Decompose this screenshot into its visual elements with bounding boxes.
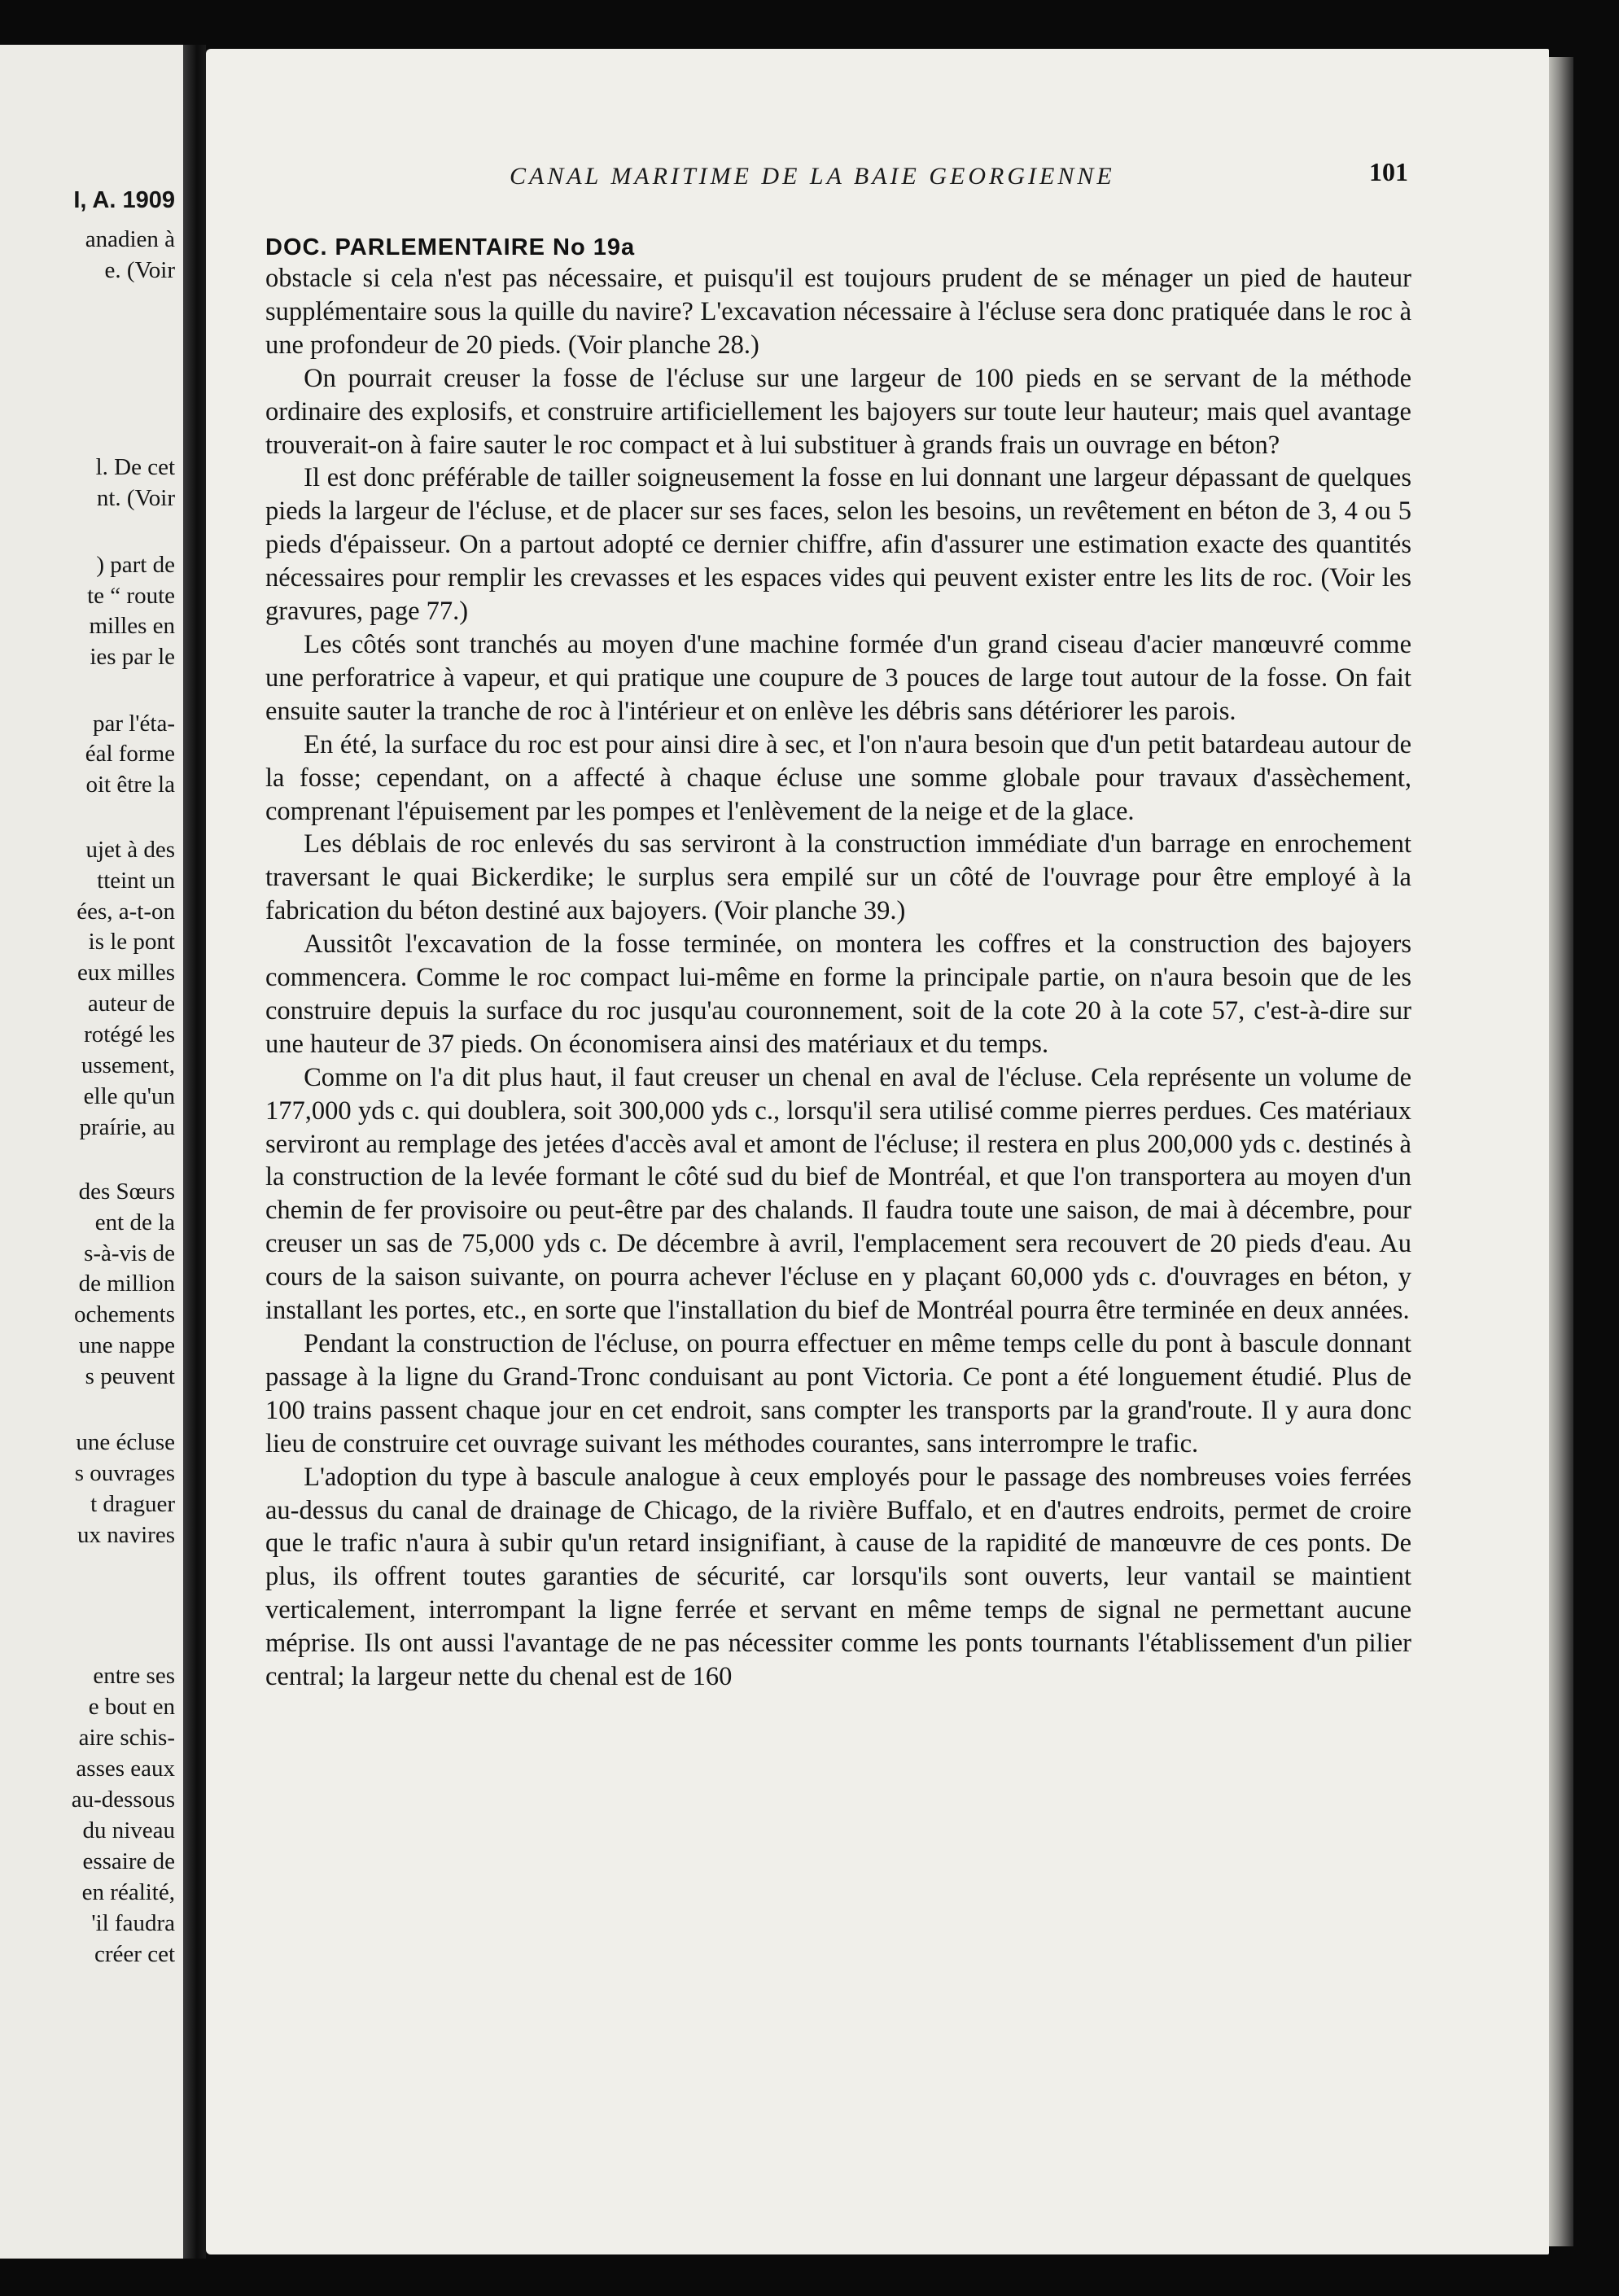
facing-page-line: rotégé les [84,1021,175,1047]
page-number: 101 [1369,157,1408,186]
facing-page-line: tteint un [97,868,175,894]
paragraph: L'adoption du type à bascule analogue à ceux employés pour le passage des nombreuses voies ferrées au-dessus du canal de drainage de Chicago, de la rivière Buffalo, et en d'autres endroits, permet de croire que le trafic n'aura à subir qu'un retard insignifiant, à cause de la rapidité de manœuvre de ces ponts. De plus, ils offrent toutes garanties de sécurité, car lorsqu'ils sont ouverts, leur vantail se maintient verticalement, interrompant la ligne ferrée et servant en même temps de signal ne permettant aucune méprise. Ils ont aussi l'avantage de ne pas nécessiter comme les ponts tournants l'établissement d'un pilier central; la largeur nette du chenal est de 160 [265,1462,1411,1692]
paragraph: En été, la surface du roc est pour ainsi dire à sec, et l'on n'aura besoin que d'un petit batardeau autour de la fosse; cependant, on a affecté à chaque écluse une somme globale pour travaux d'assèchement, comprenant l'épuisement par les pompes et l'enlèvement de la neige et de la glace. [265,729,1411,826]
facing-page-line: ochements [73,1301,175,1327]
paragraph: Aussitôt l'excavation de la fosse terminée, on montera les coffres et la construction des bajoyers commencera. Comme le roc compact lui-même en forme la principale partie, on n'aura besoin que de les construire depuis la surface du roc jusqu'au couronnement, soit de la cote 20 à la cote 57, c'est-à-dire sur une hauteur de 37 pieds. On économisera ainsi des matériaux et du temps. [265,929,1411,1059]
paragraph: Il est donc préférable de tailler soigneusement la fosse en lui donnant une largeur dépassant de quelques pieds la largeur de l'écluse, et de placer sur ses faces, selon les besoins, un revêtement en béton de 3, 4 ou 5 pieds d'épaisseur. On a partout adopté ce dernier chiffre, afin d'assurer une estimation exacte des quantités nécessaires pour remplir les crevasses et les espaces vides qui peuvent exister entre les lits de roc. (Voir les gravures, page 77.) [265,463,1411,627]
facing-page-line: au-dessous [71,1787,175,1813]
facing-page-line: eux milles [77,960,175,986]
facing-page-line: de million [78,1270,175,1297]
facing-page-line: nt. (Voir [96,485,175,511]
facing-page-line: ux navires [77,1522,175,1548]
facing-page-line: e bout en [88,1694,175,1720]
facing-page-line: t draguer [90,1491,175,1517]
facing-page-line: du niveau [82,1817,175,1843]
facing-page-line: s peuvent [85,1363,175,1389]
facing-page-line: oit être la [85,772,175,798]
facing-page-line: asses eaux [76,1756,175,1782]
paragraph: Les côtés sont tranchés au moyen d'une machine formée d'un grand ciseau d'acier manœuvré comme une perforatrice à vapeur, et qui pratique une coupure de 3 pouces de large tout autour de la fosse. On fait ensuite sauter la tranche de roc à l'intérieur et on enlève les débris sans détériorer les parois. [265,629,1411,726]
facing-page-line: entre ses [93,1663,175,1689]
facing-page-line: praírie, au [79,1114,175,1140]
facing-page-line: créer cet [94,1941,175,1967]
facing-page-line: anadien à [85,226,175,252]
facing-page-line: te “ route [87,583,175,609]
facing-page-line: e. (Voir [104,257,175,283]
facing-page-line: auteur de [87,991,175,1017]
facing-page-line: par l'éta- [92,711,175,737]
facing-page-line: ent de la [94,1209,175,1235]
running-title: CANAL MARITIME DE LA BAIE GEORGIENNE [510,163,1115,190]
facing-page-line: une écluse [76,1429,175,1455]
paragraph: Comme on l'a dit plus haut, il faut creuser un chenal en aval de l'écluse. Cela représente un volume de 177,000 yds c. qui doublera, soit 300,000 yds c., lorsqu'il sera utilisé comme pierres perdues. Ces matériaux serviront au remplage des jetées d'accès aval et amont de l'écluse; il restera en plus 200,000 yds c. destinés à la construction de la levée formant le côté sud du bief de Montréal, et que l'on transportera au moyen d'un chemin de fer provisoire ou peut-être par des chalands. Il faudra toute une saison, de mai à décembre, pour creuser un sas de 75,000 yds c. De décembre à avril, l'emplacement sera recouvert de 20 pieds d'eau. Au cours de la saison suivante, on pourra achever l'écluse en y plaçant 60,000 yds c. d'ouvrages en béton, y installant les portes, etc., en sorte que l'installation du bief de Montréal pourra être terminée en deux années. [265,1062,1411,1326]
facing-page-line: s-à-vis de [84,1240,175,1266]
paragraph: On pourrait creuser la fosse de l'écluse sur une largeur de 100 pieds en se servant de la méthode ordinaire des explosifs, et construire artificiellement les bajoyers sur toute leur hauteur; mais quel avantage trouverait-on à faire sauter le roc compact et à lui substituer à grands frais un ouvrage en béton? [265,363,1411,460]
facing-page-line: milles en [89,613,175,639]
page-edge [1549,57,1573,2246]
facing-page-line: 'il faudra [91,1910,175,1936]
doc-label: DOC. PARLEMENTAIRE No 19a [265,234,636,260]
facing-page-line: I, A. 1909 [73,187,175,213]
facing-page-line: essaire de [82,1848,175,1874]
paragraph: Les déblais de roc enlevés du sas serviront à la construction immédiate d'un barrage en enrochement traversant le quai Bickerdike; le surplus sera empilé sur un côté de l'ouvrage pour être employé à la fabrication du béton destiné aux bajoyers. (Voir planche 39.) [265,829,1411,926]
facing-page-line: s ouvrages [74,1460,175,1486]
paragraph: Pendant la construction de l'écluse, on pourra effectuer en même temps celle du pont à bascule donnant passage à la ligne du Grand-Tronc conduisant au pont Victoria. Ce pont a été longuement étudié. Plus de 100 trains passent chaque jour en cet endroit, sans compter les transports par la grand'route. Il y aura donc lieu de construire cet ouvrage suivant les méthodes courantes, sans interrompre le trafic. [265,1329,1411,1459]
facing-page-line: elle qu'un [83,1083,175,1109]
body-text [265,262,1411,1694]
facing-page-line: is le pont [88,929,175,955]
facing-page-line: ) part de [96,552,175,578]
facing-page-fragment [0,45,183,2259]
facing-page-line: l. De cet [95,454,175,480]
facing-page-line: ussement, [81,1052,175,1078]
facing-page-line: des Sœurs [78,1179,175,1205]
facing-page-line: aire schis- [78,1725,175,1751]
book-gutter [183,45,206,2259]
facing-page-line: ies par le [90,644,175,670]
facing-page-line: une nappe [78,1332,175,1358]
facing-page-line: ujet à des [85,837,175,863]
facing-page-line: éal forme [85,741,175,767]
facing-page-line: ées, a-t-on [77,899,175,925]
paragraph: obstacle si cela n'est pas nécessaire, et puisqu'il est toujours prudent de se ménager un pied de hauteur supplémentaire sous la quille du navire? L'excavation nécessaire à l'écluse sera donc pratiquée dans le roc à une profondeur de 20 pieds. (Voir planche 28.) [265,264,1411,360]
facing-page-line: en réalité, [81,1879,175,1905]
